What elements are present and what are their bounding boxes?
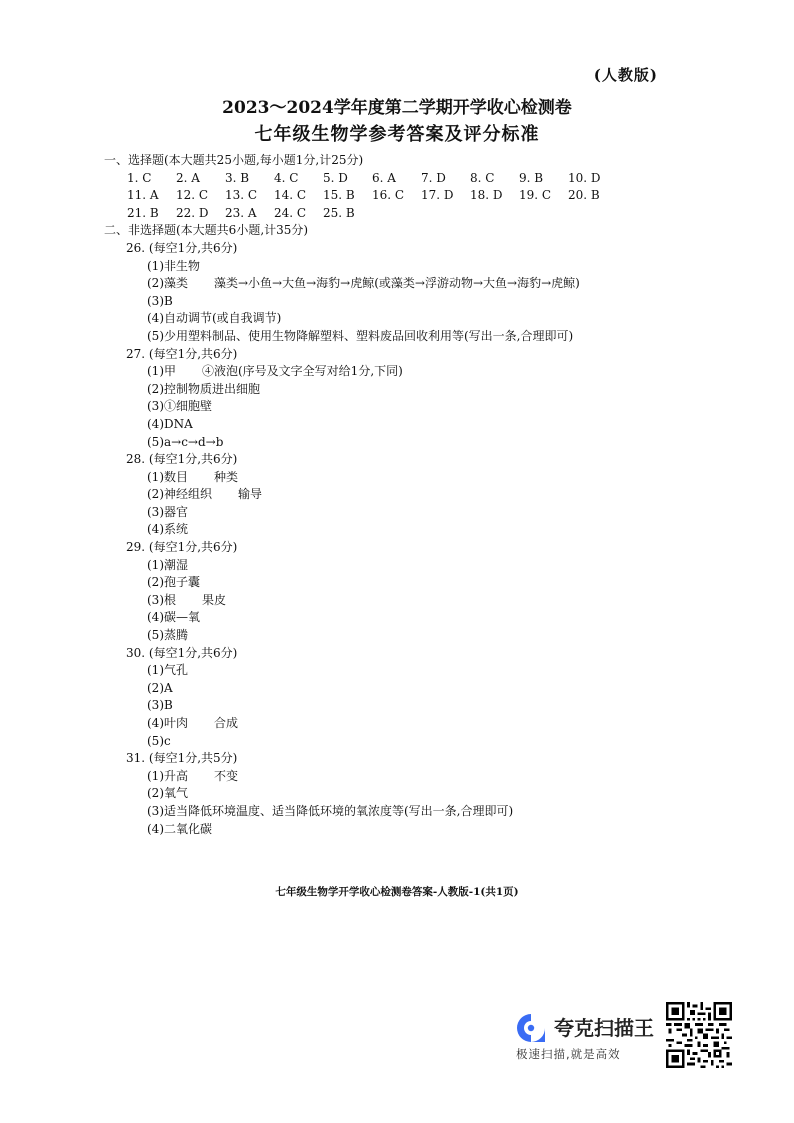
brand-name: 夸克扫描王 <box>554 1016 654 1040</box>
q28-answer-4: (4)系统 <box>147 522 188 537</box>
mc-answer: 4. C <box>274 170 299 185</box>
answer-part: 果皮 <box>202 592 227 607</box>
mc-answer: 2. A <box>176 170 200 185</box>
answer-part: (1)甲 <box>147 364 176 379</box>
mc-answer: 10. D <box>568 170 601 185</box>
q29-answer-2: (2)孢子囊 <box>147 575 200 590</box>
q28-answer-3: (3)器官 <box>147 504 188 519</box>
scanner-watermark <box>514 1006 664 1066</box>
mc-row-1 <box>104 170 617 188</box>
mc-answer: 17. D <box>421 188 454 203</box>
q26-answer-5: (5)少用塑料制品、使用生物降解塑料、塑料废品回收利用等(写出一条,合理即可) <box>147 328 574 343</box>
q26-answer-4: (4)自动调节(或自我调节) <box>147 311 282 326</box>
answer-part: (2)神经组织 <box>147 487 212 502</box>
answer-part: ④液泡(序号及文字全写对给1分,下同) <box>202 364 403 379</box>
mc-answer: 19. C <box>519 188 552 203</box>
mc-answer: 22. D <box>176 205 209 220</box>
brand-slogan: 极速扫描,就是高效 <box>516 1047 621 1061</box>
q30-answer-2: (2)A <box>147 680 173 695</box>
q29-answer-4: (4)碳—氧 <box>147 610 200 625</box>
q29-answer-5: (5)蒸腾 <box>147 628 188 643</box>
mc-answer: 14. C <box>274 188 307 203</box>
quark-logo-icon <box>514 1011 548 1045</box>
qr-code-icon <box>666 1002 732 1068</box>
mc-answer: 9. B <box>519 170 544 185</box>
mc-row-3 <box>104 205 617 223</box>
answer-part: (4)叶肉 <box>147 716 188 730</box>
edition-label: (人教版) <box>593 66 658 84</box>
q26-answer-2 <box>104 275 617 293</box>
mc-answer: 25. B <box>323 205 355 220</box>
mc-answer: 21. B <box>127 205 159 220</box>
answer-part: (3)根 <box>147 592 176 607</box>
q31-answer-1 <box>104 768 617 786</box>
q31-answer-2: (2)氧气 <box>147 786 188 801</box>
q29-heading: 29. (每空1分,共6分) <box>126 540 238 555</box>
mc-answer: 3. B <box>225 170 250 185</box>
answer-part: 藻类→小鱼→大鱼→海豹→虎鲸(或藻类→浮游动物→大鱼→海豹→虎鲸) <box>214 276 580 291</box>
page-footer: 七年级生物学开学收心检测卷答案-人教版-1(共1页) <box>275 886 519 898</box>
mc-answer: 15. B <box>323 188 355 203</box>
q27-answer-4: (4)DNA <box>147 416 193 431</box>
q29-answer-3 <box>104 592 617 610</box>
answer-part: 输导 <box>238 487 263 502</box>
q29-answer-1: (1)潮湿 <box>147 557 188 572</box>
mc-answer: 18. D <box>470 188 503 203</box>
q27-answer-1 <box>104 363 617 381</box>
mc-answer: 1. C <box>127 170 152 185</box>
q30-answer-5: (5)c <box>147 733 171 748</box>
q30-answer-4 <box>104 715 617 733</box>
q27-answer-3: (3)①细胞壁 <box>147 399 212 414</box>
q27-heading: 27. (每空1分,共6分) <box>126 346 238 361</box>
answer-content <box>104 152 617 838</box>
document-subtitle: 七年级生物学参考答案及评分标准 <box>254 124 540 145</box>
q28-heading: 28. (每空1分,共6分) <box>126 452 238 467</box>
q28-answer-1 <box>104 469 617 487</box>
mc-answer: 8. C <box>470 170 495 185</box>
answer-part: (1)数目 <box>147 469 188 484</box>
mc-answer: 6. A <box>372 170 396 185</box>
answer-part: 种类 <box>214 469 239 484</box>
document-title: 2023～2024学年度第二学期开学收心检测卷 <box>222 98 572 118</box>
answer-part: (2)藻类 <box>147 276 188 291</box>
q31-heading: 31. (每空1分,共5分) <box>126 751 238 766</box>
mc-answer: 23. A <box>225 205 257 220</box>
answer-part: 不变 <box>214 768 239 783</box>
section2-heading: 二、非选择题(本大题共6小题,计35分) <box>104 223 309 238</box>
mc-answer: 16. C <box>372 188 405 203</box>
q27-answer-5: (5)a→c→d→b <box>147 434 224 449</box>
mc-answer: 20. B <box>568 188 600 203</box>
q30-heading: 30. (每空1分,共6分) <box>126 645 238 660</box>
q30-answer-1: (1)气孔 <box>147 663 188 678</box>
q26-answer-1: (1)非生物 <box>147 258 200 273</box>
mc-answer: 5. D <box>323 170 348 185</box>
mc-answer: 24. C <box>274 205 307 220</box>
mc-answer: 12. C <box>176 188 209 203</box>
q31-answer-3: (3)适当降低环境温度、适当降低环境的氧浓度等(写出一条,合理即可) <box>147 803 514 818</box>
q26-heading: 26. (每空1分,共6分) <box>126 240 238 255</box>
q26-answer-3: (3)B <box>147 293 173 308</box>
mc-answer: 13. C <box>225 188 258 203</box>
mc-row-2 <box>104 187 617 205</box>
q30-answer-3: (3)B <box>147 698 173 713</box>
q31-answer-4: (4)二氧化碳 <box>147 821 212 836</box>
answer-part: (1)升高 <box>147 768 188 783</box>
mc-answer: 11. A <box>127 188 159 203</box>
answer-part: 合成 <box>214 716 239 730</box>
q28-answer-2 <box>104 486 617 504</box>
mc-answer: 7. D <box>421 170 446 185</box>
q27-answer-2: (2)控制物质进出细胞 <box>147 381 260 396</box>
section1-heading: 一、选择题(本大题共25小题,每小题1分,计25分) <box>104 153 364 167</box>
